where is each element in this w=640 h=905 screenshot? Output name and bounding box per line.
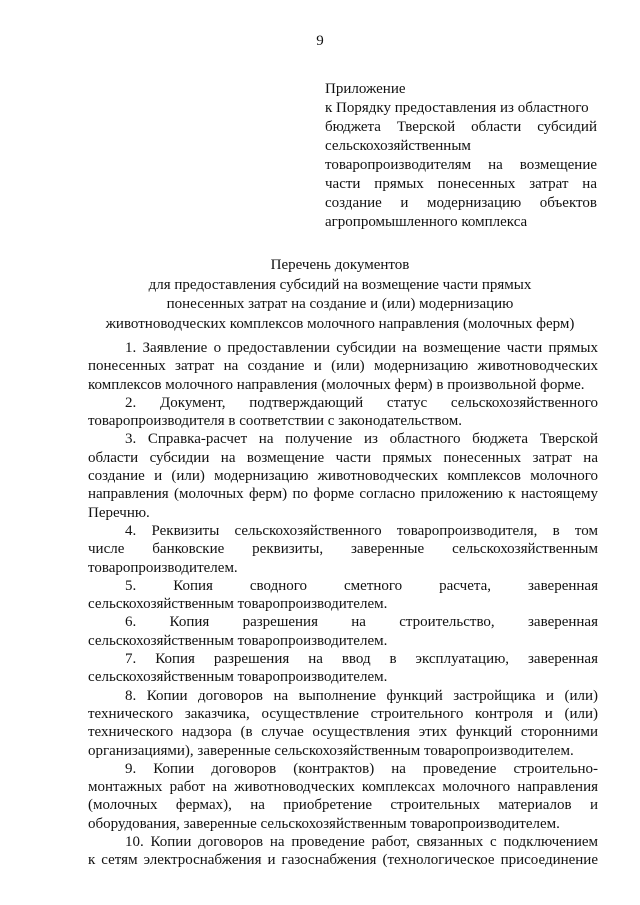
item-line: 3. Справка-расчет на получение из областного бюджета Тверской <box>125 431 598 448</box>
item-line: (молочных фермах), на приобретение строительных материалов и <box>88 797 598 814</box>
annex-line: бюджета Тверской области субсидий <box>325 119 597 135</box>
item-line: товаропроизводителя в соответствии с законодательством. <box>88 413 462 430</box>
list-item-5 <box>88 577 598 614</box>
list-item-6 <box>88 613 598 650</box>
document-title <box>90 256 590 334</box>
annex-line: создание и модернизацию объектов <box>325 195 597 211</box>
item-line: понесенных затрат на создание и (или) модернизацию животноводческих <box>88 358 598 375</box>
document-list <box>88 339 598 870</box>
annex-line: к Порядку предоставления из областного <box>325 100 589 116</box>
item-line: товаропроизводителем. <box>88 559 238 576</box>
item-line: числе банковские реквизиты, заверенные сельскохозяйственным <box>88 541 598 558</box>
item-line: 8. Копии договоров на выполнение функций застройщика и (или) <box>125 687 598 704</box>
item-line: создание и (или) модернизацию животноводческих комплексов молочного <box>88 468 598 485</box>
item-line: к сетям электроснабжения и газоснабжения (технологическое присоединение <box>88 852 598 869</box>
item-line: 4. Реквизиты сельскохозяйственного товаропроизводителя, в том <box>125 522 598 539</box>
item-line: оборудования, заверенные сельскохозяйственным товаропроизводителем. <box>88 815 560 832</box>
title-line: для предоставления субсидий на возмещение части прямых <box>148 276 532 293</box>
list-item-10 <box>88 833 598 870</box>
title-line: животноводческих комплексов молочного направления (молочных ферм) <box>105 315 575 332</box>
annex-header <box>325 80 597 232</box>
list-item-8 <box>88 687 598 760</box>
annex-line: товаропроизводителям на возмещение <box>325 157 597 173</box>
list-item-9 <box>88 760 598 833</box>
item-line: монтажных работ на животноводческих комплексах молочного направления <box>88 779 598 796</box>
item-line: 5. Копия сводного сметного расчета, заверенная <box>125 577 598 594</box>
list-item-3 <box>88 430 598 521</box>
item-line: технического заказчика, осуществление строительного контроля и (или) <box>88 705 598 722</box>
item-line: сельскохозяйственным товаропроизводителем. <box>88 632 388 649</box>
item-line: технического надзора (в случае осуществления этих функций сторонними <box>88 724 598 741</box>
item-line: 1. Заявление о предоставлении субсидии на возмещение части прямых <box>125 340 598 356</box>
item-line: сельскохозяйственным товаропроизводителем. <box>88 596 388 613</box>
item-line: 2. Документ, подтверждающий статус сельскохозяйственного <box>125 394 598 411</box>
item-line: 9. Копии договоров (контрактов) на проведение строительно- <box>125 760 598 777</box>
list-item-7 <box>88 650 598 687</box>
annex-line: Приложение <box>325 81 406 97</box>
list-item-4 <box>88 522 598 577</box>
item-line: сельскохозяйственным товаропроизводителем. <box>88 669 388 686</box>
item-line: 7. Копия разрешения на ввод в эксплуатацию, заверенная <box>125 651 598 668</box>
title-line: Перечень документов <box>270 257 410 273</box>
annex-line: части прямых понесенных затрат на <box>325 176 597 192</box>
annex-line: сельскохозяйственным <box>325 138 471 154</box>
list-item-1 <box>88 339 598 394</box>
item-line: области субсидии на возмещение части прямых понесенных затрат на <box>88 449 598 466</box>
item-line: организациями), заверенные сельскохозяйственным товаропроизводителем. <box>88 742 574 759</box>
item-line: 10. Копии договоров на проведение работ, связанных с подключением <box>125 834 598 851</box>
item-line: направления (молочных ферм) по форме согласно приложению к настоящему <box>88 486 598 503</box>
title-line: понесенных затрат на создание и (или) модернизацию <box>166 296 514 312</box>
page-number: 9 <box>316 33 324 49</box>
annex-line: агропромышленного комплекса <box>325 214 528 230</box>
item-line: Перечню. <box>88 504 150 521</box>
list-item-2 <box>88 394 598 431</box>
item-line: комплексов молочного направления (молочных ферм) в произвольной форме. <box>88 376 585 393</box>
item-line: 6. Копия разрешения на строительство, заверенная <box>125 614 598 631</box>
